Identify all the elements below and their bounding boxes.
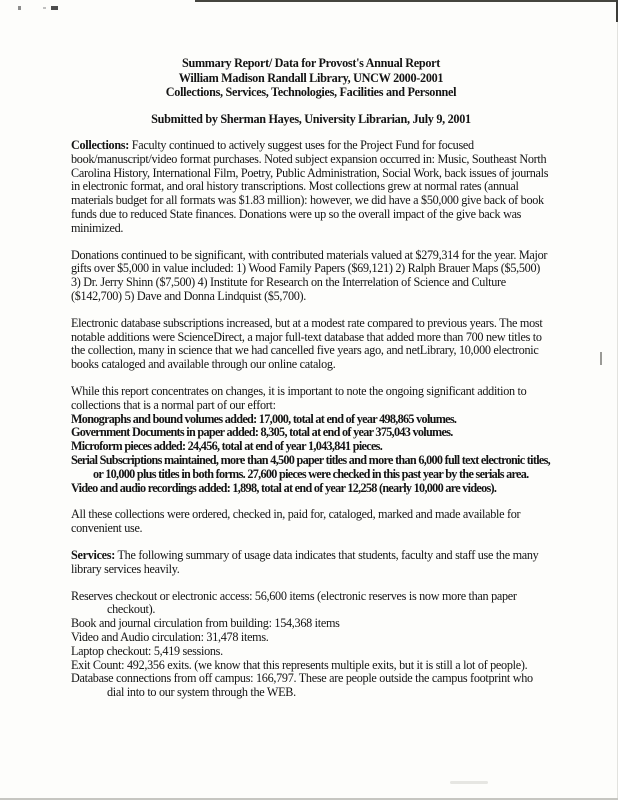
- paragraph-electronic-databases: Electronic database subscriptions increased, but at a modest rate compared to previous years. The most notable additions were ScienceDirect, a major full-text database that added more than 700 new titles to the collection, many in science that we had cancelled five years ago, and netLibrary, 10,000 electronic books cataloged and available through our online catalog.: [71, 315, 543, 372]
- paragraph-availability: All these collections were ordered, checked in, paid for, cataloged, marked and made available for convenient use.: [71, 507, 521, 536]
- usage-reserves: Reserves checkout or electronic access: 56,600 items (electronic reserves is now more than paper checkout).: [71, 588, 517, 617]
- scan-artifact-speck-1: [18, 6, 21, 10]
- ongoing-intro: While this report concentrates on changes, it is important to note the ongoing significant addition to collections that is a normal part of our effort:: [71, 383, 527, 412]
- collections-heading: Collections:: [71, 138, 130, 152]
- scan-artifact-speck-3: [51, 6, 58, 10]
- report-title: [71, 56, 551, 100]
- stat-serial-subscriptions: Serial Subscriptions maintained, more than 4,500 paper titles and more than 6,000 full text electronic titles, or 10,000 plus titles in both forms. 27,600 pieces were checked in this past year by the serials area.: [71, 452, 550, 481]
- stat-monographs: Monographs and bound volumes added: 17,000, total at end of year 498,865 volumes.: [71, 411, 457, 426]
- paragraph-donations: Donations continued to be significant, with contributed materials valued at $279,314 for the year. Major gifts over $5,000 in value included: 1) Wood Family Papers ($69,121) 2) Ralph Brauer Maps ($5,500) 3) Dr. Jerry Shinn ($7,500) 4) Institute for Research on the Interrelation of Science and Culture ($142,700) 5) Dave and Donna Lindquist ($5,700).: [71, 247, 548, 303]
- stat-government-documents: Government Documents in paper added: 8,305, total at end of year 375,043 volumes.: [71, 425, 453, 440]
- usage-laptop-checkout: Laptop checkout: 5,419 sessions.: [71, 643, 223, 658]
- report-title-line2: William Madison Randall Library, UNCW 2000-2001: [178, 70, 444, 85]
- services-heading: Services:: [71, 547, 115, 562]
- scan-artifact-bottom-smudge: [450, 781, 488, 784]
- submitted-by-line: Submitted by Sherman Hayes, University Librarian, July 9, 2001: [151, 111, 471, 126]
- services-text: The following summary of usage data indicates that students, faculty and staff use the many library services heavily.: [71, 547, 539, 576]
- usage-video-audio-circulation: Video and Audio circulation: 31,478 items.: [71, 629, 269, 644]
- collection-stats-list: [71, 413, 551, 496]
- paragraph-ongoing-additions: [71, 385, 551, 495]
- usage-stats-list: [71, 590, 551, 700]
- paragraph-collections: [71, 139, 551, 236]
- paragraph-services: [71, 549, 551, 577]
- report-title-line3: Collections, Services, Technologies, Facilities and Personnel: [165, 85, 457, 99]
- report-title-line1: Summary Report/ Data for Provost's Annual Report: [181, 56, 440, 70]
- collections-text: Faculty continued to actively suggest uses for the Project Fund for focused book/manuscript/video format purchases. Noted subject expansion occurred in: Music, Southeast North Carolina History, International Film, Poetry, Public Administration, Social Work, back issues of journals in electronic format, and oral history transcriptions. Most collections grew at normal rates (annual materials budget for all formats was $1.83 million): however, we did have a $50,000 give back of book funds due to reduced State finances. Donations were up so the overall impact of the give back was minimized.: [71, 138, 549, 235]
- scan-artifact-right-dash: [600, 352, 602, 365]
- report-body: [71, 0, 551, 700]
- scan-artifact-speck-2: [43, 7, 46, 9]
- stat-microform: Microform pieces added: 24,456, total at end of year 1,043,841 pieces.: [71, 439, 383, 454]
- usage-book-journal-circulation: Book and journal circulation from building: 154,368 items: [71, 616, 340, 631]
- usage-exit-count: Exit Count: 492,356 exits. (we know that this represents multiple exits, but it is still a lot of people).: [71, 657, 528, 672]
- stat-video-audio: Video and audio recordings added: 1,898, total at end of year 12,258 (nearly 10,000 are videos).: [71, 480, 497, 495]
- usage-database-connections: Database connections from off campus: 166,797. These are people outside the campus footprint who dial into to our system through the WEB.: [71, 671, 533, 700]
